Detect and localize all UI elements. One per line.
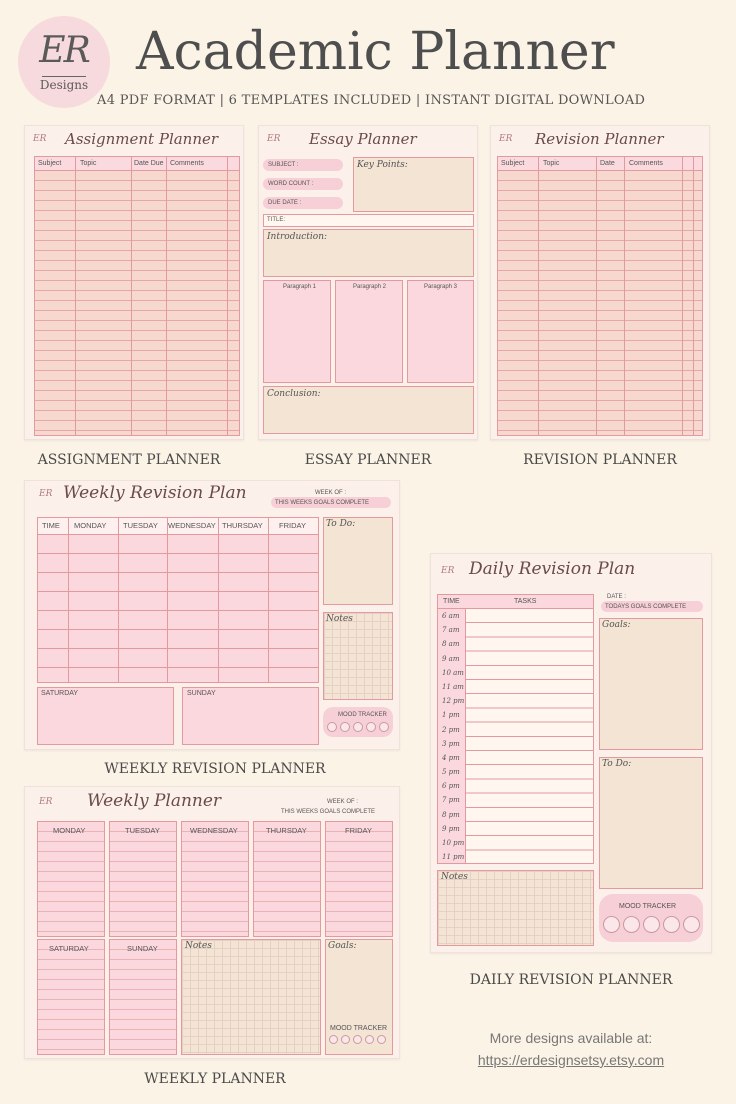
time-slot: 11 pm — [442, 853, 465, 862]
revision-label: REVISION PLANNER — [523, 452, 677, 468]
page-title: Academic Planner — [136, 22, 615, 82]
paragraph-1-box — [263, 280, 331, 383]
revision-header: Revision Planner — [535, 130, 664, 148]
notes-box — [323, 612, 393, 700]
time-slot: 5 pm — [442, 768, 460, 777]
todo-box — [599, 757, 703, 889]
time-slot: 1 pm — [442, 711, 460, 720]
time-slot: 8 pm — [442, 810, 460, 819]
time-slot: 6 am — [442, 612, 460, 620]
notes-label: Notes — [441, 872, 468, 882]
notes-label: Notes — [185, 941, 212, 951]
mood-tracker-label: MOOD TRACKER — [330, 1025, 388, 1032]
mini-logo: ER — [33, 134, 47, 144]
goals-label: Goals: — [602, 620, 631, 630]
goals-label: Goals: — [328, 941, 357, 951]
goals-complete-label: TODAYS GOALS COMPLETE — [605, 604, 687, 610]
shop-link[interactable]: https://erdesignsetsy.etsy.com — [477, 1052, 665, 1068]
date-label: DATE : — [607, 594, 626, 600]
table-rows — [498, 171, 702, 435]
todo-label: To Do: — [326, 519, 356, 529]
weekly-planner-header: Weekly Planner — [87, 791, 222, 811]
col-thursday: THURSDAY — [222, 521, 263, 530]
assignment-table — [34, 156, 240, 436]
thursday-box — [253, 821, 321, 937]
mood-faces[interactable] — [327, 722, 389, 732]
assignment-label: ASSIGNMENT PLANNER — [37, 452, 221, 468]
mini-logo: ER — [39, 489, 53, 499]
col-comments: Comments — [629, 160, 663, 167]
todo-label: To Do: — [602, 759, 632, 769]
week-of-label: WEEK OF : — [315, 490, 347, 496]
col-wednesday: WEDNESDAY — [168, 521, 216, 530]
weekly-revision-grid-header — [38, 518, 318, 535]
assignment-header: Assignment Planner — [65, 130, 219, 148]
col-subject: Subject — [501, 160, 525, 167]
brand-monogram: ER — [39, 30, 89, 71]
mini-logo: ER — [499, 134, 513, 144]
week-of-label: WEEK OF : — [327, 799, 359, 805]
time-slot: 9 pm — [442, 824, 460, 833]
assignment-table-header — [35, 157, 239, 171]
col-topic: Topic — [80, 160, 97, 167]
time-slot: 7 pm — [442, 796, 460, 805]
time-slot: 12 pm — [442, 697, 465, 706]
col-monday: MONDAY — [74, 521, 107, 530]
field-word-count: WORD COUNT : — [268, 181, 314, 187]
revision-table-header — [498, 157, 702, 171]
col-subject: Subject — [38, 160, 62, 167]
monday-box — [37, 821, 105, 937]
mood-faces[interactable] — [603, 916, 700, 933]
time-slot: 11 am — [442, 682, 464, 691]
wednesday-box — [181, 821, 249, 937]
essay-label: ESSAY PLANNER — [304, 452, 432, 468]
time-slot: 10 pm — [442, 839, 465, 847]
col-friday: FRIDAY — [279, 521, 306, 530]
weekly-revision-card — [24, 480, 400, 750]
tuesday-box — [109, 821, 177, 937]
more-designs-text: More designs available at: — [489, 1030, 653, 1046]
goals-box — [599, 618, 703, 750]
wednesday-label: WEDNESDAY — [190, 826, 238, 835]
weekly-planner-label: WEEKLY PLANNER — [144, 1071, 286, 1087]
goals-complete-label: THIS WEEKS GOALS COMPLETE — [281, 809, 376, 815]
time-column — [438, 609, 466, 863]
table-rows — [35, 171, 239, 435]
weekly-revision-grid — [37, 517, 319, 683]
weekly-revision-header: Weekly Revision Plan — [63, 483, 247, 503]
essay-header: Essay Planner — [309, 130, 417, 148]
mini-logo: ER — [441, 566, 455, 576]
notes-label: Notes — [326, 614, 353, 624]
col-date: Date — [600, 160, 615, 167]
mini-logo: ER — [267, 134, 281, 144]
weekly-planner-card — [24, 786, 400, 1059]
time-slot: 6 pm — [442, 782, 460, 791]
saturday-box — [37, 939, 105, 1055]
logo-divider — [42, 76, 86, 77]
revision-planner-card — [490, 125, 710, 440]
tuesday-label: TUESDAY — [125, 826, 160, 835]
revision-table — [497, 156, 703, 436]
paragraph-2-label: Paragraph 2 — [353, 284, 387, 290]
paragraph-3-box — [407, 280, 474, 383]
mood-faces[interactable] — [329, 1035, 386, 1044]
key-points-label: Key Points: — [357, 160, 408, 170]
time-slot: 10 am — [442, 668, 464, 677]
time-slot: 9 am — [442, 654, 460, 663]
time-slot: 2 pm — [442, 725, 460, 734]
time-slot: 3 pm — [442, 739, 460, 748]
friday-box — [325, 821, 393, 937]
weekly-revision-label: WEEKLY REVISION PLANNER — [104, 761, 326, 777]
essay-planner-card — [258, 125, 478, 440]
todo-box — [323, 517, 393, 605]
col-time: TIME — [42, 521, 60, 530]
saturday-label: SATURDAY — [49, 944, 89, 953]
col-comments: Comments — [170, 160, 204, 167]
daily-revision-label: DAILY REVISION PLANNER — [469, 972, 673, 988]
daily-schedule — [437, 594, 594, 864]
page-subtitle: A4 PDF FORMAT | 6 TEMPLATES INCLUDED | INSTANT DIGITAL DOWNLOAD — [97, 93, 646, 108]
col-tasks: TASKS — [514, 598, 537, 605]
field-subject: SUBJECT : — [268, 162, 299, 168]
brand-name: Designs — [39, 78, 89, 92]
col-topic: Topic — [543, 160, 560, 167]
saturday-label: SATURDAY — [41, 690, 79, 697]
paragraph-3-label: Paragraph 3 — [424, 284, 458, 290]
field-due-date: DUE DATE : — [268, 200, 302, 206]
title-field — [263, 214, 474, 227]
thursday-label: THURSDAY — [266, 826, 307, 835]
assignment-planner-card — [24, 125, 244, 440]
paragraph-1-label: Paragraph 1 — [283, 284, 317, 290]
time-slot: 4 pm — [442, 753, 460, 762]
introduction-label: Introduction: — [267, 232, 328, 242]
conclusion-label: Conclusion: — [267, 389, 321, 399]
title-label: TITLE: — [267, 217, 286, 223]
mood-tracker-label: MOOD TRACKER — [338, 712, 387, 718]
friday-label: FRIDAY — [345, 826, 372, 835]
mini-logo: ER — [39, 797, 53, 807]
time-slot: 8 am — [442, 640, 460, 649]
sunday-label: SUNDAY — [187, 690, 216, 697]
col-date-due: Date Due — [134, 160, 164, 167]
sunday-label: SUNDAY — [127, 944, 158, 953]
col-time: TIME — [443, 598, 460, 605]
daily-revision-card — [430, 553, 712, 953]
goals-complete-label: THIS WEEKS GOALS COMPLETE — [275, 500, 370, 506]
notes-box — [181, 939, 321, 1055]
paragraph-2-box — [335, 280, 403, 383]
time-slot: 7 am — [442, 626, 460, 635]
daily-revision-header: Daily Revision Plan — [469, 559, 636, 579]
daily-schedule-header — [438, 595, 593, 609]
col-tuesday: TUESDAY — [123, 521, 158, 530]
sunday-box — [109, 939, 177, 1055]
monday-label: MONDAY — [53, 826, 86, 835]
mood-tracker-label: MOOD TRACKER — [619, 903, 677, 910]
